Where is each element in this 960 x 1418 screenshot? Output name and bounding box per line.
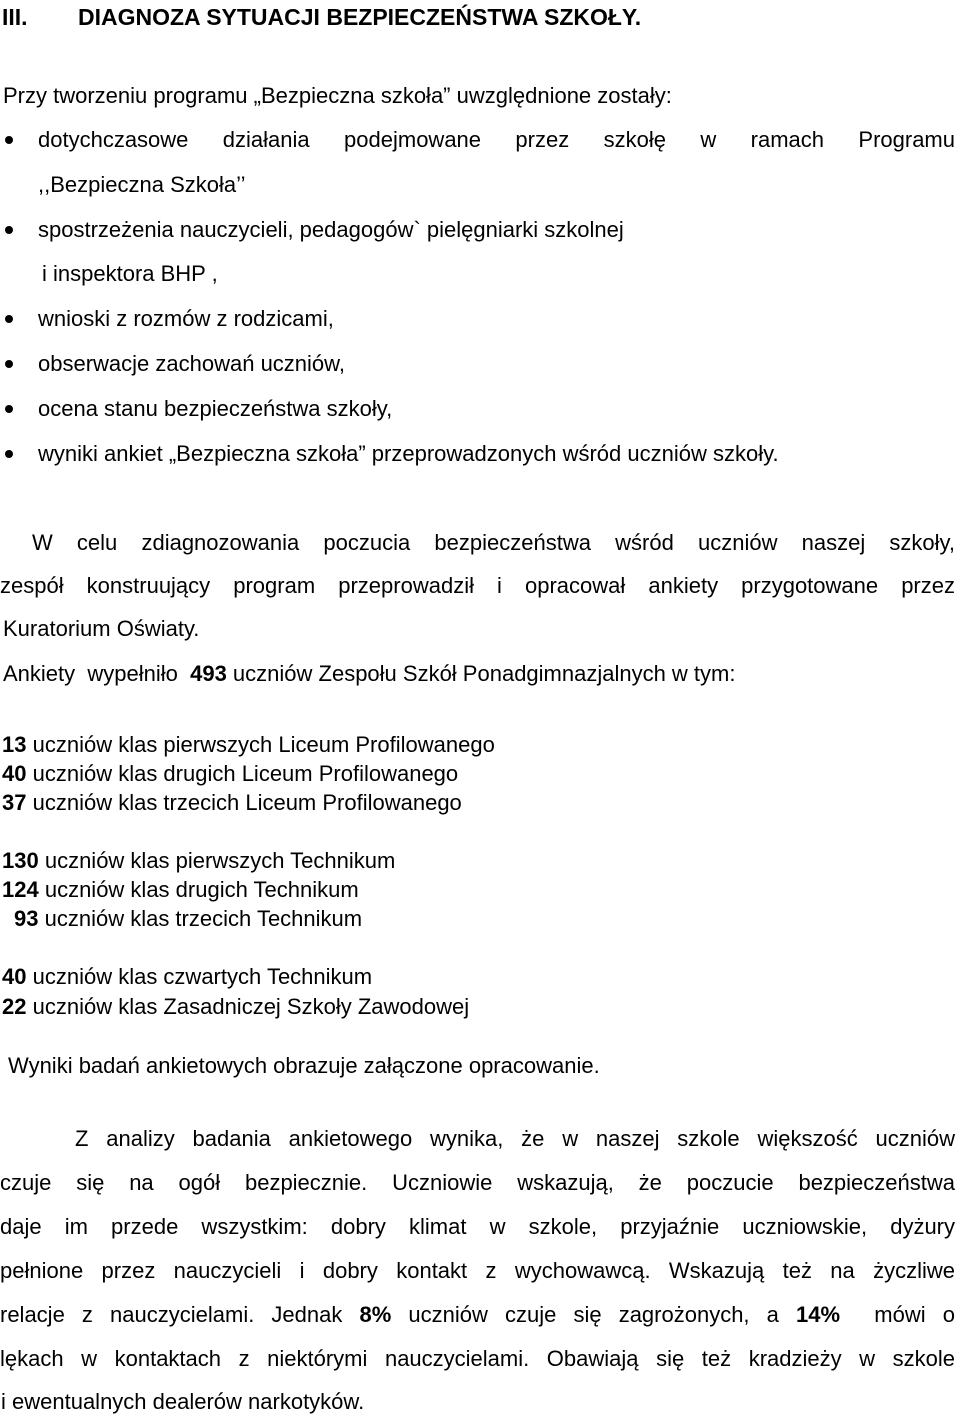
bullet-item-5: ocena stanu bezpieczeństwa szkoły, bbox=[38, 396, 393, 421]
threatened-percent: 8% bbox=[359, 1302, 392, 1327]
bullet-item-1-line2: ,,Bezpieczna Szkoła’’ bbox=[38, 172, 246, 197]
group-count: 124 bbox=[2, 877, 39, 902]
conclusion-line6: lękach w kontaktach z niektórymi nauczycielami. Obawiają się też kradzieży w szkole bbox=[0, 1346, 955, 1371]
bullet-icon bbox=[5, 360, 13, 368]
group-label: uczniów klas pierwszych Liceum Profilowanego bbox=[26, 732, 495, 757]
group-label: uczniów klas trzecich Liceum Profilowanego bbox=[26, 790, 462, 815]
conclusion-line7: i ewentualnych dealerów narkotyków. bbox=[1, 1389, 365, 1414]
group-row bbox=[2, 763, 458, 785]
conclusion-line4: pełnione przez nauczycieli i dobry kontakt z wychowawcą. Wskazują też na życzliwe bbox=[0, 1258, 955, 1283]
group-label: uczniów klas pierwszych Technikum bbox=[38, 848, 396, 873]
conclusion-line3: daje im przede wszystkim: dobry klimat w szkole, przyjaźnie uczniowskie, dyżury bbox=[0, 1214, 955, 1239]
group-row bbox=[2, 792, 462, 814]
paragraph-diagnosis-line1: W celu zdiagnozowania poczucia bezpieczeństwa wśród uczniów naszej szkoły, bbox=[32, 530, 955, 555]
group-row bbox=[2, 879, 359, 901]
intro-text: Przy tworzeniu programu „Bezpieczna szkoła” uwzględnione zostały: bbox=[3, 83, 672, 108]
bullet-item-2-line1: spostrzeżenia nauczycieli, pedagogów` pielęgniarki szkolnej bbox=[38, 217, 624, 242]
group-label: uczniów klas trzecich Technikum bbox=[38, 906, 363, 931]
survey-summary bbox=[3, 663, 736, 685]
bullet-icon bbox=[5, 136, 13, 144]
results-note: Wyniki badań ankietowych obrazuje załączone opracowanie. bbox=[8, 1053, 600, 1078]
group-label: uczniów klas drugich Technikum bbox=[38, 877, 359, 902]
paragraph-diagnosis-line2: zespół konstruujący program przeprowadził i opracował ankiety przygotowane przez bbox=[0, 573, 955, 598]
section-number: III. bbox=[2, 4, 28, 30]
survey-total: 493 bbox=[190, 661, 227, 686]
conclusion-line1: Z analizy badania ankietowego wynika, że w naszej szkole większość uczniów bbox=[75, 1126, 955, 1151]
bullet-item-4: obserwacje zachowań uczniów, bbox=[38, 351, 345, 376]
conclusion-text: mówi o bbox=[840, 1302, 955, 1327]
bullet-icon bbox=[5, 315, 13, 323]
group-count: 37 bbox=[2, 790, 27, 815]
conclusion-line2: czuje się na ogół bezpiecznie. Uczniowie wskazują, że poczucie bezpieczeństwa bbox=[0, 1170, 955, 1195]
conclusion-line5 bbox=[0, 1304, 955, 1326]
survey-prefix: Ankiety wypełniło bbox=[3, 661, 191, 686]
group-row bbox=[2, 996, 469, 1018]
bullet-icon bbox=[5, 450, 13, 458]
paragraph-diagnosis-line3: Kuratorium Oświaty. bbox=[3, 616, 200, 641]
bullet-icon bbox=[5, 405, 13, 413]
group-label: uczniów klas czwartych Technikum bbox=[26, 964, 373, 989]
group-count: 130 bbox=[2, 848, 39, 873]
fear-percent: 14% bbox=[796, 1302, 841, 1327]
section-title: DIAGNOZA SYTUACJI BEZPIECZEŃSTWA SZKOŁY. bbox=[78, 4, 642, 30]
group-row bbox=[2, 734, 495, 756]
group-count: 22 bbox=[2, 994, 27, 1019]
group-label: uczniów klas Zasadniczej Szkoły Zawodowej bbox=[26, 994, 470, 1019]
group-row bbox=[2, 966, 372, 988]
group-row bbox=[2, 850, 395, 872]
conclusion-text: relacje z nauczycielami. Jednak bbox=[0, 1302, 360, 1327]
group-count: 40 bbox=[2, 761, 27, 786]
bullet-item-3: wnioski z rozmów z rodzicami, bbox=[38, 306, 334, 331]
bullet-item-6: wyniki ankiet „Bezpieczna szkoła” przeprowadzonych wśród uczniów szkoły. bbox=[38, 441, 779, 466]
bullet-item-1-line1: dotychczasowe działania podejmowane przez szkołę w ramach Programu bbox=[38, 127, 955, 152]
group-label: uczniów klas drugich Liceum Profilowanego bbox=[26, 761, 459, 786]
conclusion-text: uczniów czuje się zagrożonych, a bbox=[391, 1302, 797, 1327]
bullet-item-2-line2: i inspektora BHP , bbox=[42, 261, 218, 286]
survey-suffix: uczniów Zespołu Szkół Ponadgimnazjalnych w tym: bbox=[226, 661, 736, 686]
group-count: 13 bbox=[2, 732, 27, 757]
group-count: 93 bbox=[14, 906, 39, 931]
group-count: 40 bbox=[2, 964, 27, 989]
group-row bbox=[14, 908, 362, 930]
bullet-icon bbox=[5, 226, 13, 234]
